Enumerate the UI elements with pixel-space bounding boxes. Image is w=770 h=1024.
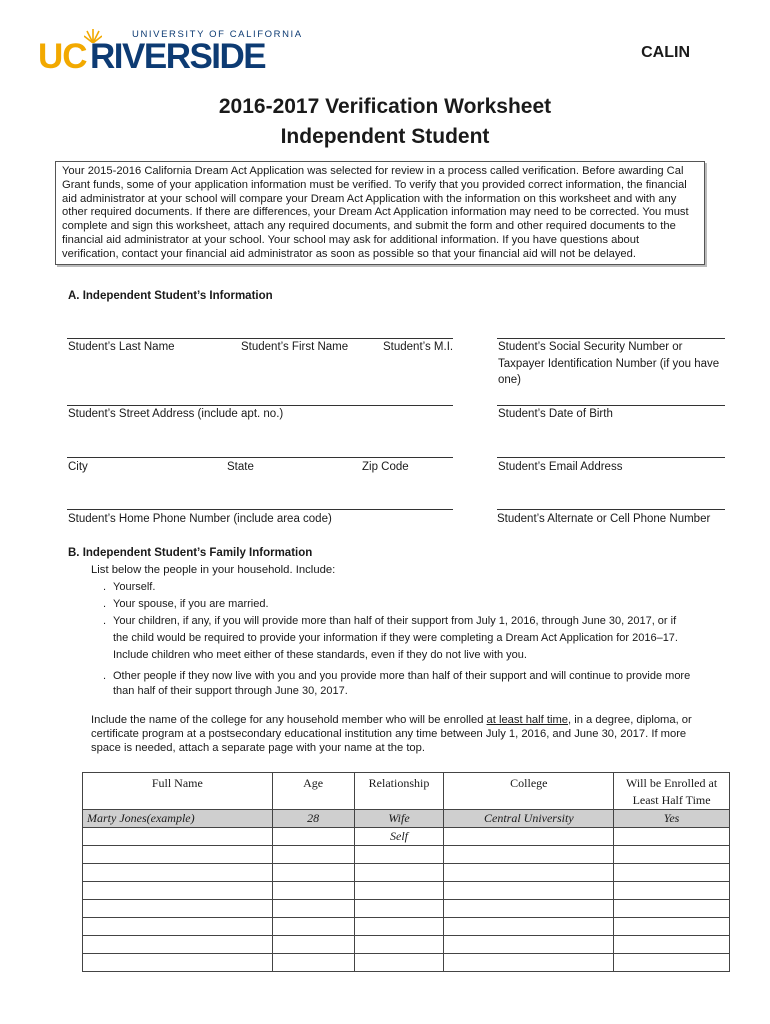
bullet-children-3: Include children who meet either of these standards, even if they do not live with you. — [113, 649, 527, 661]
college-instructions-line — [91, 713, 731, 727]
logo-riverside-text: RIVERSIDE — [90, 37, 266, 76]
name-cell[interactable] — [83, 846, 273, 864]
section-b-heading: B. Independent Student’s Family Information — [68, 547, 313, 559]
college-cell[interactable] — [444, 882, 614, 900]
example-row — [83, 810, 730, 828]
email-label: Student’s Email Address — [498, 461, 623, 473]
dob-label: Student’s Date of Birth — [498, 408, 613, 420]
name-cell[interactable] — [83, 936, 273, 954]
city-state-zip-field-line[interactable] — [67, 457, 453, 458]
section-a-heading: A. Independent Student’s Information — [68, 290, 273, 302]
relationship-cell[interactable] — [354, 936, 444, 954]
half-time-cell[interactable] — [614, 918, 730, 936]
age-cell[interactable] — [272, 954, 354, 972]
age-cell[interactable] — [272, 882, 354, 900]
college-cell[interactable] — [444, 828, 614, 846]
bullet-others-1: Other people if they now live with you and you provide more than half of their support and will continue to provide more — [113, 670, 691, 682]
age-cell[interactable] — [272, 900, 354, 918]
bullet-children-1: Your children, if any, if you will provide more than half of their support from July 1, 2016, through June 30, 2017, or if — [113, 615, 677, 627]
example-age-cell: 28 — [272, 810, 354, 828]
age-cell[interactable] — [272, 864, 354, 882]
college-cell[interactable] — [444, 936, 614, 954]
household-table — [82, 772, 730, 972]
header-relationship: Relationship — [354, 773, 444, 810]
mi-label: Student’s M.I. — [383, 341, 454, 353]
college-instructions-text: , in a degree, diploma, or — [568, 714, 692, 726]
logo-uc-text: UC — [38, 37, 87, 76]
half-time-cell[interactable] — [614, 936, 730, 954]
half-time-cell[interactable] — [614, 882, 730, 900]
city-label: City — [68, 461, 88, 473]
intro-line: other required documents. If there are differences, your Dream Act Application information may need to be corrected. You must — [62, 206, 689, 219]
table-row — [83, 846, 730, 864]
relationship-cell[interactable] — [354, 882, 444, 900]
logo-university-text: UNIVERSITY OF CALIFORNIA — [132, 29, 303, 40]
example-half-time-cell: Yes — [614, 810, 730, 828]
form-code: CALIN — [641, 44, 690, 61]
relationship-cell[interactable] — [354, 918, 444, 936]
bullet-marker: . — [103, 670, 107, 682]
example-relationship-cell: Wife — [354, 810, 444, 828]
half-time-cell[interactable] — [614, 864, 730, 882]
college-cell[interactable] — [444, 954, 614, 972]
table-row — [83, 882, 730, 900]
table-row — [83, 918, 730, 936]
state-label: State — [227, 461, 254, 473]
page-subtitle: Independent Student — [280, 125, 490, 148]
intro-line: Grant funds, some of your application information must be verified. To verify that you provided correct information, the financial — [62, 178, 687, 191]
table-row-self — [83, 828, 730, 846]
college-cell[interactable] — [444, 864, 614, 882]
relationship-cell[interactable] — [354, 900, 444, 918]
alt-phone-label: Student’s Alternate or Cell Phone Number — [497, 513, 711, 525]
address-label: Student’s Street Address (include apt. no.) — [68, 408, 284, 420]
last-name-label: Student’s Last Name — [68, 341, 175, 353]
header-college: College — [444, 773, 614, 810]
example-college-cell: Central University — [444, 810, 614, 828]
example-name-cell: Marty Jones(example) — [83, 810, 273, 828]
table-row — [83, 954, 730, 972]
bullet-marker: . — [103, 598, 107, 610]
header-half-time: Will be Enrolled at Least Half Time — [614, 773, 730, 810]
age-cell[interactable] — [272, 918, 354, 936]
college-instructions-text: Include the name of the college for any household member who will be enrolled — [91, 714, 487, 726]
intro-line: financial aid administrator at your school. Your school may ask for additional information. If you have questions about — [62, 233, 640, 246]
name-cell[interactable] — [83, 828, 273, 846]
relationship-cell[interactable] — [354, 846, 444, 864]
college-instructions — [91, 713, 731, 755]
relationship-cell[interactable] — [354, 864, 444, 882]
ucr-logo — [38, 29, 303, 77]
email-field-line[interactable] — [497, 457, 725, 458]
home-phone-field-line[interactable] — [67, 509, 453, 510]
college-cell[interactable] — [444, 918, 614, 936]
zip-label: Zip Code — [362, 461, 409, 473]
name-cell[interactable] — [83, 954, 273, 972]
relationship-cell[interactable] — [354, 954, 444, 972]
half-time-cell[interactable] — [614, 900, 730, 918]
header-age: Age — [272, 773, 354, 810]
bullet-yourself: Yourself. — [113, 581, 156, 593]
half-time-cell[interactable] — [614, 846, 730, 864]
intro-line: aid administrator at your school will compare your Dream Act Application with the information on this worksheet and with any — [62, 192, 677, 205]
household-list-intro: List below the people in your household. Include: — [91, 564, 336, 576]
dob-field-line[interactable] — [497, 405, 725, 406]
bullet-children-2: the child would be required to provide your information if they were completing a Dream Act Application for 2016–17. — [113, 632, 678, 644]
half-time-cell[interactable] — [614, 828, 730, 846]
half-time-cell[interactable] — [614, 954, 730, 972]
bullet-spouse: Your spouse, if you are married. — [113, 598, 269, 610]
name-field-line[interactable] — [67, 338, 453, 339]
name-cell[interactable] — [83, 900, 273, 918]
table-row — [83, 900, 730, 918]
name-cell[interactable] — [83, 918, 273, 936]
college-instructions-line: certificate program at a postsecondary educational institution any time between July 1, 2016, and June 30, 2017. If more — [91, 728, 687, 740]
home-phone-label: Student’s Home Phone Number (include area code) — [68, 513, 332, 525]
age-cell[interactable] — [272, 936, 354, 954]
address-field-line[interactable] — [67, 405, 453, 406]
table-row — [83, 936, 730, 954]
name-cell[interactable] — [83, 882, 273, 900]
header-full-name: Full Name — [83, 773, 273, 810]
half-time-emphasis: at least half time — [486, 714, 568, 726]
relationship-cell-self: Self — [354, 828, 444, 846]
page-title: 2016-2017 Verification Worksheet — [218, 95, 552, 118]
age-cell[interactable] — [272, 828, 354, 846]
college-cell[interactable] — [444, 900, 614, 918]
table-header-row — [83, 773, 730, 810]
college-instructions-line: space is needed, attach a separate page with your name at the top. — [91, 742, 425, 754]
table-row — [83, 864, 730, 882]
college-cell[interactable] — [444, 846, 614, 864]
bullet-others-2: than half of their support through June 30, 2017. — [113, 685, 348, 697]
ssn-label: Student’s Social Security Number or Taxpayer Identification Number (if you have one) — [498, 341, 720, 386]
name-cell[interactable] — [83, 864, 273, 882]
age-cell[interactable] — [272, 846, 354, 864]
intro-line: verification, contact your financial aid administrator as soon as possible so that your financial aid will not be delayed. — [62, 247, 636, 260]
intro-line: Your 2015-2016 California Dream Act Application was selected for review in a process called verification. Before awarding Cal — [62, 165, 684, 177]
bullet-marker: . — [103, 615, 107, 627]
alt-phone-field-line[interactable] — [497, 509, 725, 510]
first-name-label: Student’s First Name — [241, 341, 349, 353]
intro-box — [55, 161, 705, 265]
bullet-marker: . — [103, 581, 107, 593]
intro-line: complete and sign this worksheet, attach any required documents, and submit the form and other required documents to the — [62, 220, 676, 233]
